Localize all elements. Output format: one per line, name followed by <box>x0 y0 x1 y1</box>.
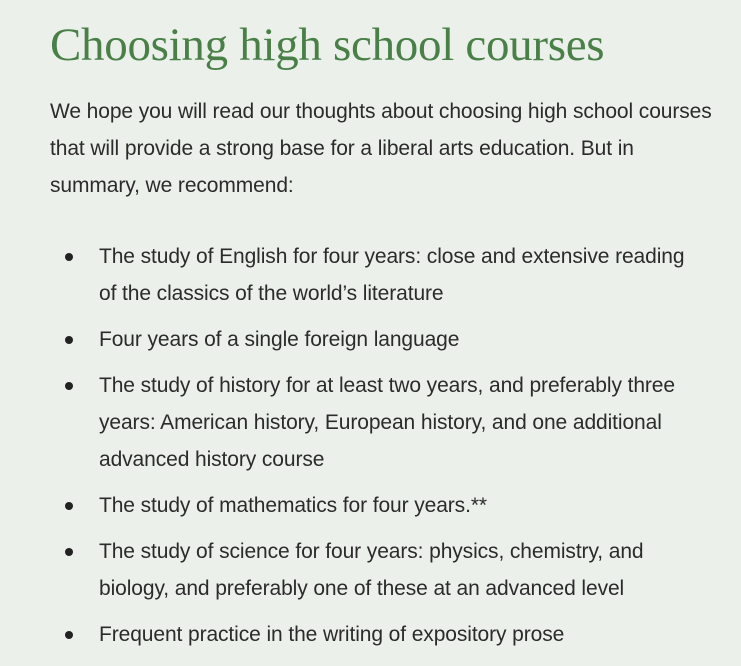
list-item <box>50 367 689 478</box>
list-item-text: Four years of a single foreign language <box>99 328 460 351</box>
list-item-text: The study of history for at least two years, and preferably three years: American history, European history, and one additional advanced history course <box>99 374 675 471</box>
list-item <box>50 487 689 524</box>
bullet-icon <box>65 631 73 639</box>
bullet-icon <box>65 502 73 510</box>
bullet-icon <box>65 548 73 556</box>
content-section <box>50 0 730 662</box>
list-item-text: The study of English for four years: close and extensive reading of the classics of the world’s literature <box>99 245 685 305</box>
intro-paragraph: We hope you will read our thoughts about choosing high school courses that will provide a strong base for a liberal arts education. But in summary, we recommend: <box>50 100 712 197</box>
list-item <box>50 321 689 358</box>
list-item <box>50 616 689 653</box>
page-heading: Choosing high school courses <box>50 19 605 71</box>
list-item-text: Frequent practice in the writing of expository prose <box>99 623 565 646</box>
recommendations-list <box>50 238 730 653</box>
bullet-icon <box>65 336 73 344</box>
bullet-icon <box>65 382 73 390</box>
list-item-text: The study of science for four years: physics, chemistry, and biology, and preferably one of these at an advanced level <box>99 540 644 600</box>
bullet-icon <box>65 253 73 261</box>
list-item-text: The study of mathematics for four years.** <box>99 494 487 517</box>
list-item <box>50 533 689 607</box>
list-item <box>50 238 689 312</box>
